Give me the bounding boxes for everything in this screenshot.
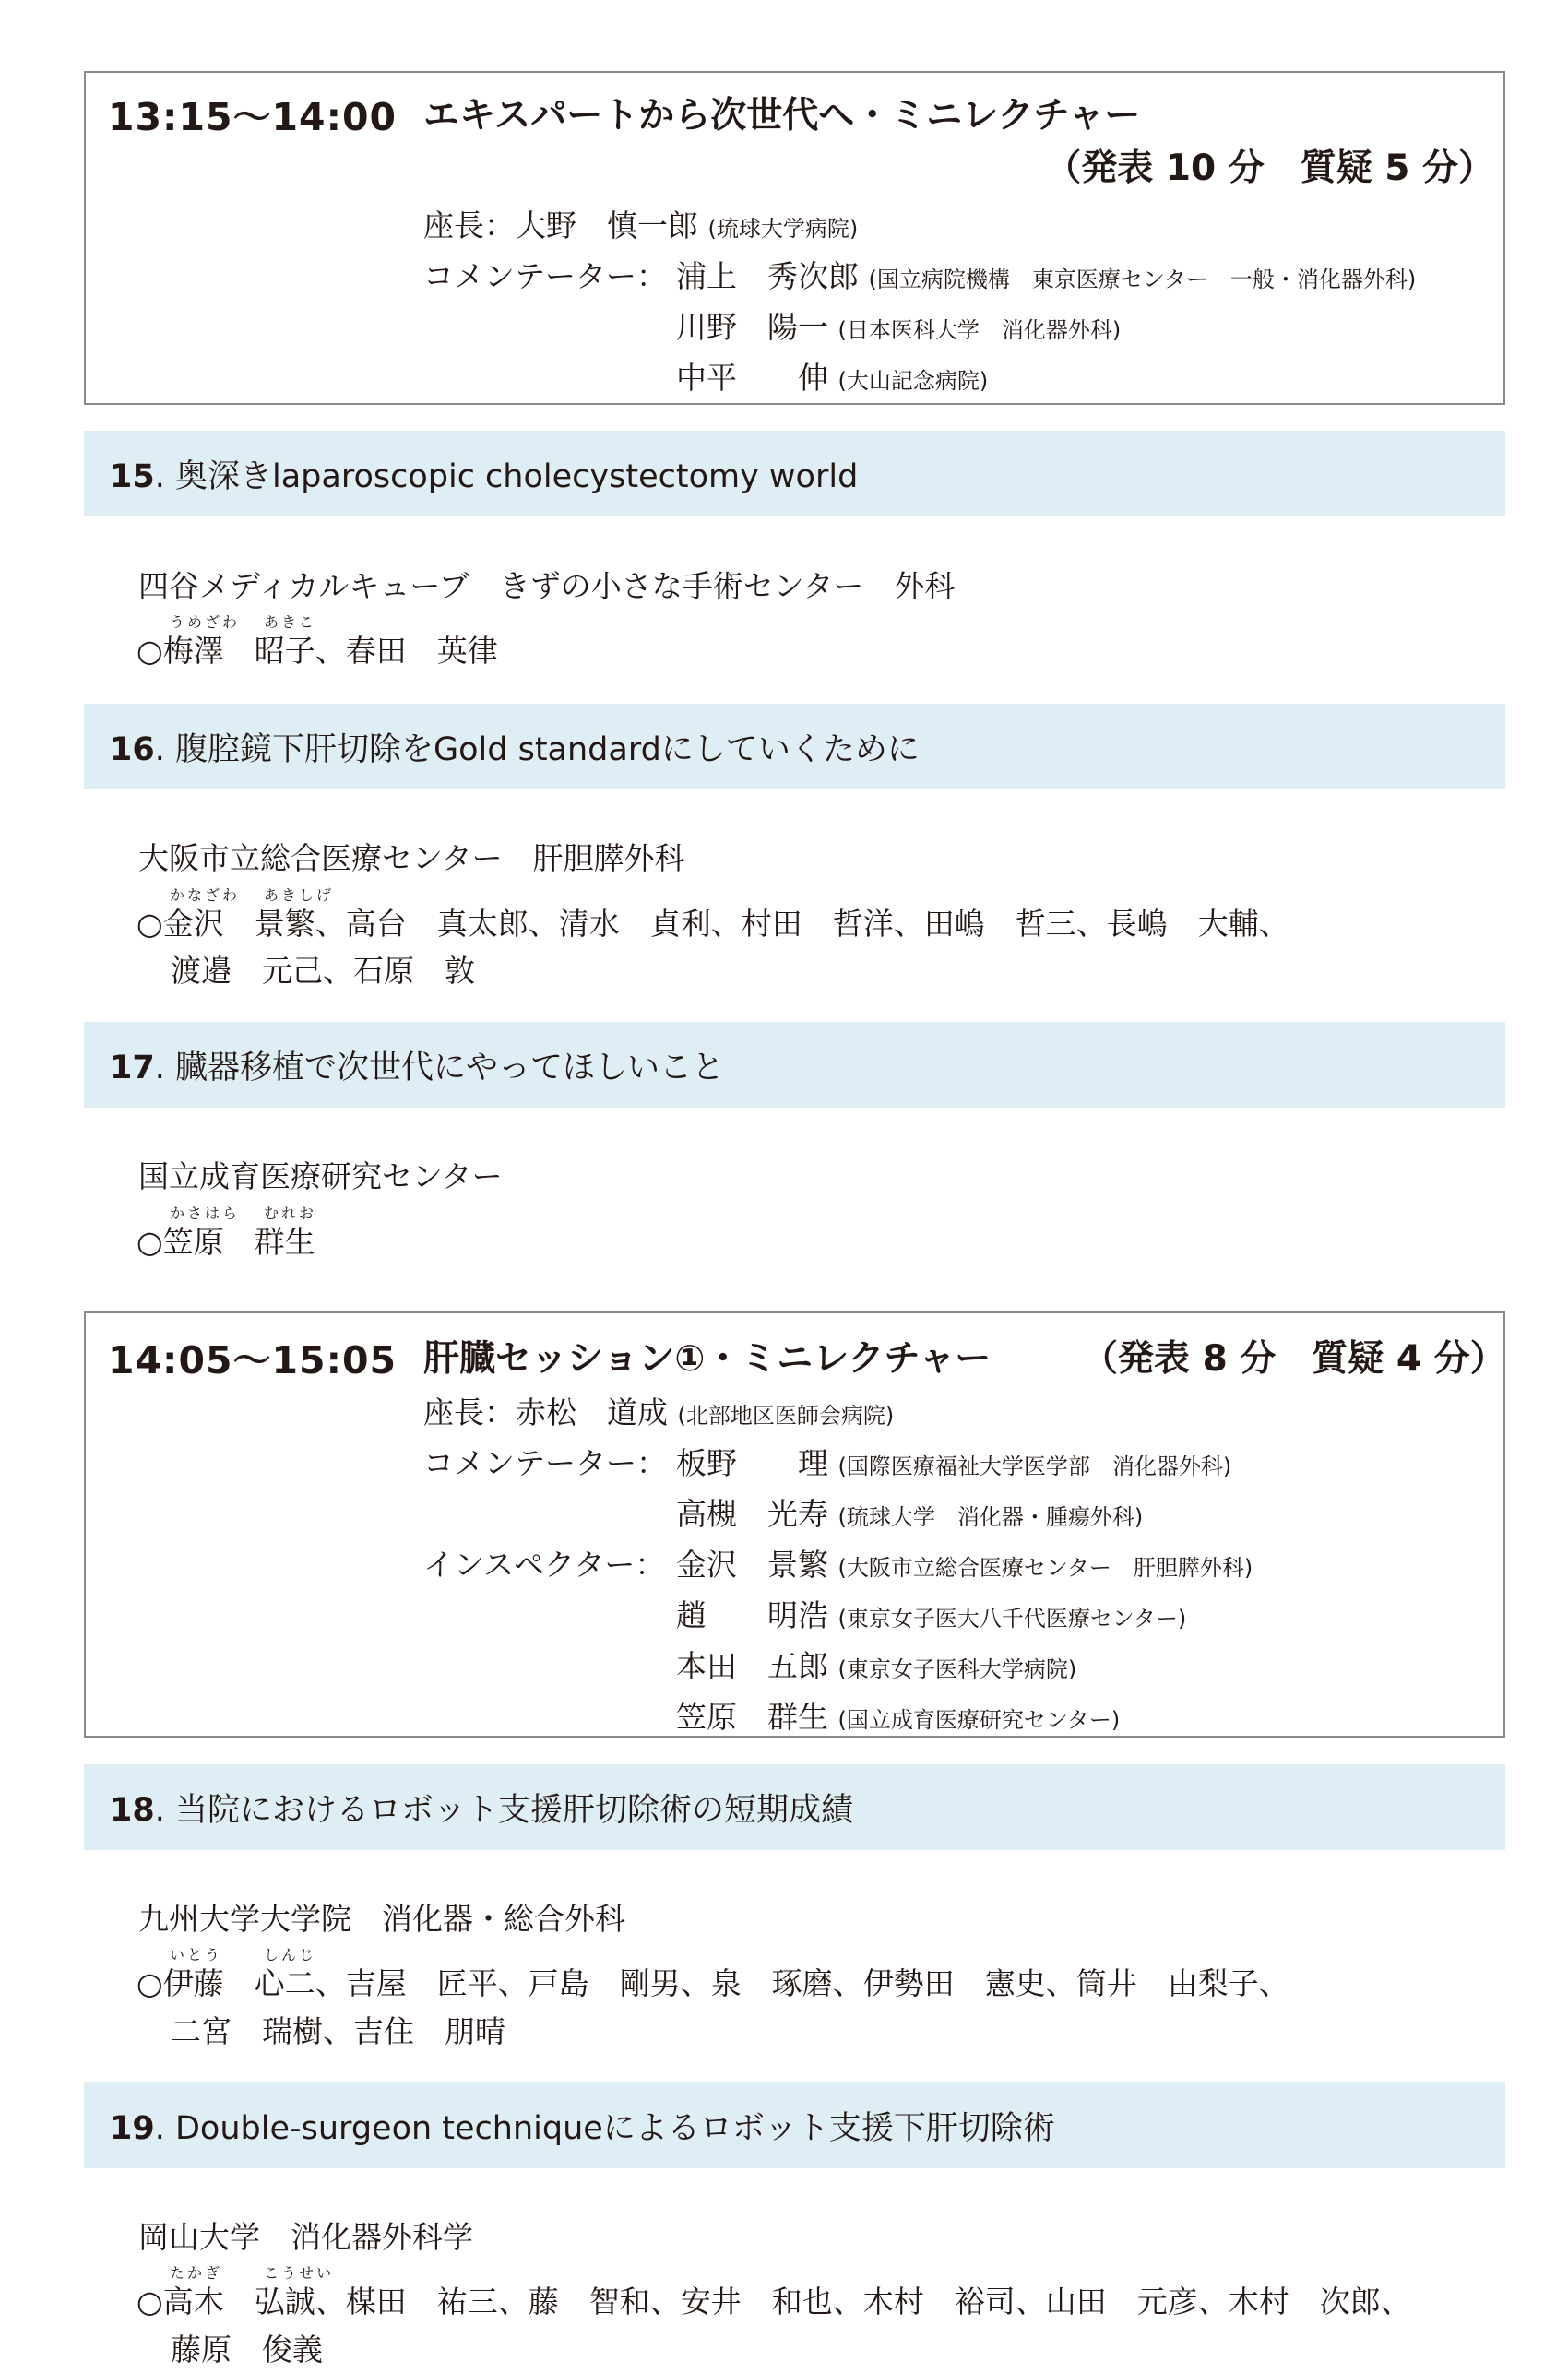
presentation-title-bar-16 <box>84 704 1505 789</box>
inspector-affiliation: (国立成育医療研究センター) <box>837 1707 1121 1733</box>
chair-affiliation: (北部地区医師会病院) <box>677 1403 895 1429</box>
session-box-2 <box>84 1311 1505 1738</box>
institution: 岡山大学 消化器外科学 <box>138 2219 473 2255</box>
authors: 二宮 瑞樹、吉住 朋晴 <box>171 2013 505 2049</box>
presentation-title-text: 奥深きlaparoscopic cholecystectomy world <box>174 458 859 495</box>
inspector-entry <box>676 1541 1253 1584</box>
presentation-title-bar-18 <box>84 1764 1505 1850</box>
commentator-affiliation: (日本医科大学 消化器外科) <box>837 317 1122 343</box>
session-title: エキスパートから次世代へ・ミニレクチャー <box>423 95 1141 136</box>
session-time: 13:15〜14:00 <box>108 95 398 139</box>
furigana: しんじ <box>264 1946 317 1964</box>
authors: ○梅澤 昭子、春田 英律 <box>137 633 498 669</box>
presentation-number: 19 <box>110 2110 155 2147</box>
session-title: 肝臓セッション①・ミニレクチャー <box>423 1338 992 1380</box>
commentator-entry <box>676 1440 1231 1483</box>
chair-label: 座長： <box>423 208 515 243</box>
presentation-title: 18. 当院におけるロボット支援肝切除術の短期成績 <box>110 1792 853 1829</box>
presentation-number: 16 <box>110 731 155 768</box>
session-note: （発表 10 分 質疑 5 分） <box>1045 148 1494 189</box>
session-box-1 <box>84 71 1505 405</box>
commentator-affiliation: (大山記念病院) <box>837 368 989 394</box>
commentator-name: 中平 伸 <box>676 360 828 396</box>
furigana: うめざわ <box>170 613 241 631</box>
presentation-title-bar-19 <box>84 2082 1505 2168</box>
furigana: かさはら <box>170 1204 241 1222</box>
institution: 九州大学大学院 消化器・総合外科 <box>138 1901 625 1937</box>
furigana: むれお <box>264 1204 317 1222</box>
furigana: いとう <box>170 1946 223 1964</box>
authors: ○笠原 群生 <box>137 1224 315 1260</box>
institution: 四谷メディカルキューブ きずの小さな手術センター 外科 <box>138 568 956 604</box>
authors: ○金沢 景繁、高台 真太郎、清水 貞利、村田 哲洋、田嶋 哲三、長嶋 大輔、 <box>137 906 1289 942</box>
commentator-entry <box>676 303 1121 347</box>
inspector-entry <box>676 1693 1120 1737</box>
presentation-title-bar-15 <box>84 431 1505 516</box>
presentation-title-text: 当院におけるロボット支援肝切除術の短期成績 <box>174 1792 853 1829</box>
inspector-name: 趙 明浩 <box>676 1597 828 1633</box>
inspector-affiliation: (東京女子医科大学病院) <box>837 1656 1077 1682</box>
commentator-entry <box>676 354 988 397</box>
inspector-name: 本田 五郎 <box>676 1648 828 1684</box>
inspector-entry <box>676 1643 1076 1686</box>
presentation-title-bar-17 <box>84 1022 1505 1108</box>
session-time: 14:05〜15:05 <box>108 1338 398 1382</box>
commentator-entry <box>676 1490 1143 1534</box>
presentation-number: 15 <box>110 458 155 495</box>
inspector-name: 金沢 景繁 <box>676 1547 828 1583</box>
furigana: こうせい <box>264 2264 335 2282</box>
presentation-title: 19. Double-surgeon techniqueによるロボット支援下肝切除術 <box>110 2110 1055 2147</box>
chair-name: 赤松 道成 <box>516 1394 668 1430</box>
presentation-title-text: Double-surgeon techniqueによるロボット支援下肝切除術 <box>174 2110 1055 2147</box>
commentator-label: コメンテーター： <box>423 258 667 294</box>
presentation-title: 16. 腹腔鏡下肝切除をGold standardにしていくために <box>110 731 920 768</box>
presentation-title-text: 臓器移植で次世代にやってほしいこと <box>174 1050 724 1086</box>
chair-entry <box>516 1389 894 1432</box>
commentator-affiliation: (国際医療福祉大学医学部 消化器外科) <box>837 1453 1232 1479</box>
inspector-affiliation: (東京女子医大八千代医療センター) <box>837 1606 1187 1631</box>
inspector-affiliation: (大阪市立総合医療センター 肝胆膵外科) <box>837 1555 1253 1581</box>
presentation-title-text: 腹腔鏡下肝切除をGold standardにしていくために <box>174 731 920 768</box>
commentator-entry <box>676 253 1416 296</box>
presentation-number: 18 <box>110 1792 155 1829</box>
presentation-title: 17. 臓器移植で次世代にやってほしいこと <box>110 1050 724 1086</box>
authors: ○高木 弘誠、楳田 祐三、藤 智和、安井 和也、木村 裕司、山田 元彦、木村 次郎、 <box>137 2284 1411 2320</box>
authors: 藤原 俊義 <box>171 2331 323 2367</box>
chair-affiliation: (琉球大学病院) <box>707 216 859 242</box>
commentator-name: 高槻 光寿 <box>676 1496 828 1532</box>
institution: 国立成育医療研究センター <box>138 1158 503 1194</box>
commentator-affiliation: (国立病院機構 東京医療センター 一般・消化器外科) <box>868 267 1417 292</box>
presentation-number: 17 <box>110 1050 155 1086</box>
inspector-name: 笠原 群生 <box>676 1699 828 1735</box>
furigana: あきしげ <box>264 886 335 904</box>
authors: ○伊藤 心二、吉屋 匠平、戸島 剛男、泉 琢磨、伊勢田 憲史、筒井 由梨子、 <box>137 1965 1289 2001</box>
commentator-name: 川野 陽一 <box>676 309 828 345</box>
chair-label: 座長： <box>423 1394 515 1430</box>
commentator-affiliation: (琉球大学 消化器・腫瘍外科) <box>837 1504 1144 1530</box>
commentator-label: コメンテーター： <box>423 1445 667 1481</box>
furigana: かなざわ <box>170 886 241 904</box>
commentator-name: 板野 理 <box>676 1445 828 1481</box>
session-note: （発表 8 分 質疑 4 分） <box>1082 1338 1506 1380</box>
furigana: たかぎ <box>170 2264 223 2282</box>
presentation-title: 15. 奥深きlaparoscopic cholecystectomy world <box>110 458 859 495</box>
chair-name: 大野 慎一郎 <box>516 208 698 243</box>
inspector-entry <box>676 1592 1186 1635</box>
inspector-label: インスペクター： <box>423 1547 666 1583</box>
chair-entry <box>516 202 858 245</box>
commentator-name: 浦上 秀次郎 <box>676 258 859 294</box>
institution: 大阪市立総合医療センター 肝胆膵外科 <box>138 840 685 876</box>
authors: 渡邉 元己、石原 敦 <box>171 953 475 989</box>
furigana: あきこ <box>264 613 317 631</box>
